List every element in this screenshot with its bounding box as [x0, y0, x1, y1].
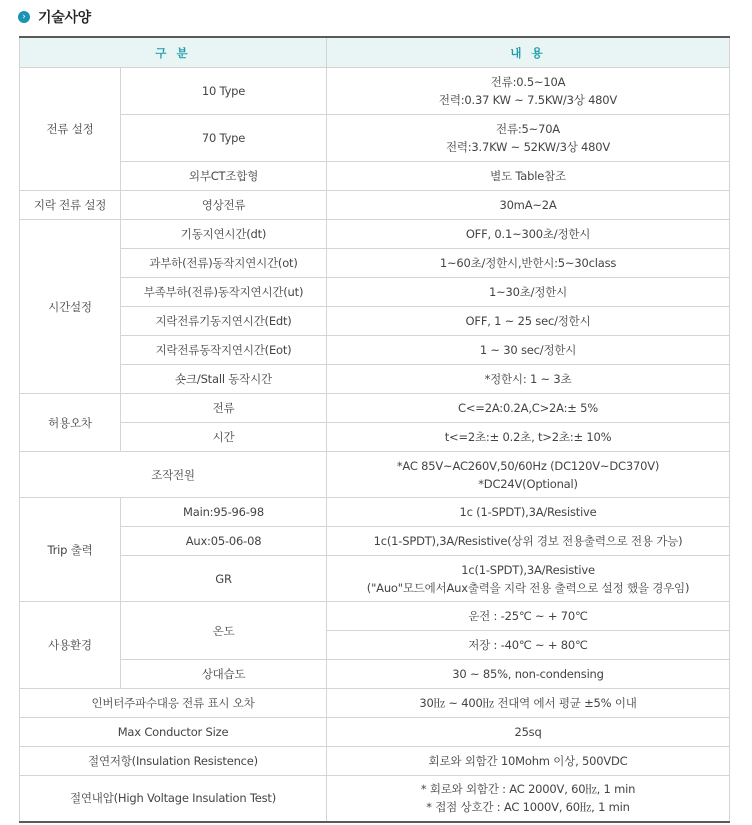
item-label: Main:95-96-98: [121, 498, 327, 527]
table-row: [20, 191, 730, 220]
header-category: 구 분: [20, 37, 327, 68]
group-label: 전류 설정: [20, 68, 121, 191]
table-row: [20, 718, 730, 747]
table-row: [20, 278, 730, 307]
table-row: [20, 527, 730, 556]
value-cell: 30mA~2A: [327, 191, 730, 220]
table-row: [20, 423, 730, 452]
item-label: 지락전류동작지연시간(Eot): [121, 336, 327, 365]
group-label: 허용오차: [20, 394, 121, 452]
value-cell: 운전 : -25℃ ~ + 70℃: [327, 602, 730, 631]
value-line: 전류:5~70A: [496, 122, 560, 136]
item-label: 절연저항(Insulation Resistence): [20, 747, 327, 776]
chevron-right-icon: ›: [18, 11, 30, 23]
item-label: 절연내압(High Voltage Insulation Test): [20, 776, 327, 822]
item-label: 조작전원: [20, 452, 327, 498]
table-row: [20, 689, 730, 718]
section-header: [18, 7, 91, 27]
table-row: [20, 776, 730, 822]
table-row: [20, 556, 730, 602]
value-cell: [327, 556, 730, 602]
value-cell: [327, 115, 730, 162]
value-cell: 1c (1-SPDT),3A/Resistive: [327, 498, 730, 527]
spec-table: [19, 36, 730, 823]
item-label: 전류: [121, 394, 327, 423]
table-row: [20, 365, 730, 394]
value-cell: C<=2A:0.2A,C>2A:± 5%: [327, 394, 730, 423]
item-label: 기동지연시간(dt): [121, 220, 327, 249]
table-row: [20, 115, 730, 162]
value-cell: 저장 : -40℃ ~ + 80℃: [327, 631, 730, 660]
value-cell: 1 ~ 30 sec/정한시: [327, 336, 730, 365]
value-line: 전류:0.5~10A: [490, 75, 566, 89]
value-line: *AC 85V~AC260V,50/60Hz (DC120V~DC370V): [396, 458, 660, 473]
item-label: 외부CT조합형: [121, 162, 327, 191]
item-label: 10 Type: [121, 68, 327, 115]
value-cell: 25sq: [327, 718, 730, 747]
item-label: 부족부하(전류)동작지연시간(ut): [121, 278, 327, 307]
group-label: 사용환경: [20, 602, 121, 689]
value-cell: [327, 68, 730, 115]
item-label: 70 Type: [121, 115, 327, 162]
item-label: 지락전류기동지연시간(Edt): [121, 307, 327, 336]
item-label: 영상전류: [121, 191, 327, 220]
table-row: [20, 220, 730, 249]
group-label: 지락 전류 설정: [20, 191, 121, 220]
value-cell: 30 ~ 85%, non-condensing: [327, 660, 730, 689]
value-line: * 접점 상호간 : AC 1000V, 60㎐, 1 min: [426, 800, 630, 815]
table-row: [20, 452, 730, 498]
value-cell: OFF, 0.1~300초/정한시: [327, 220, 730, 249]
value-cell: 1~60초/정한시,반한시:5~30class: [327, 249, 730, 278]
value-cell: [327, 452, 730, 498]
table-row: [20, 336, 730, 365]
item-label: 인버터주파수대응 전류 표시 오차: [20, 689, 327, 718]
table-row: [20, 394, 730, 423]
value-line: * 회로와 외함간 : AC 2000V, 60㎐, 1 min: [420, 782, 636, 797]
header-content: 내 용: [327, 37, 730, 68]
value-cell: 1c(1-SPDT),3A/Resistive(상위 경보 전용출력으로 전용 가능): [327, 527, 730, 556]
table-header-row: [20, 37, 730, 68]
group-label: Trip 출력: [20, 498, 121, 602]
table-row: [20, 307, 730, 336]
item-label: 시간: [121, 423, 327, 452]
value-cell: OFF, 1 ~ 25 sec/정한시: [327, 307, 730, 336]
group-label: 시간설정: [20, 220, 121, 394]
item-label: 온도: [121, 602, 327, 660]
value-cell: *정한시: 1 ~ 3초: [327, 365, 730, 394]
value-line: ("Auo"모드에서Aux출력을 지락 전용 출력으로 설정 했을 경우임): [366, 580, 690, 595]
table-row: [20, 602, 730, 631]
item-label: 과부하(전류)동작지연시간(ot): [121, 249, 327, 278]
value-line: *DC24V(Optional): [478, 476, 578, 491]
value-line: 전력:0.37 KW ~ 7.5KW/3상 480V: [438, 93, 618, 107]
value-cell: 회로와 외함간 10Mohm 이상, 500VDC: [327, 747, 730, 776]
item-label: 숏크/Stall 동작시간: [121, 365, 327, 394]
table-row: [20, 660, 730, 689]
table-row: [20, 498, 730, 527]
item-label: Max Conductor Size: [20, 718, 327, 747]
value-line: 1c(1-SPDT),3A/Resistive: [461, 562, 595, 577]
table-row: [20, 249, 730, 278]
section-title: 기술사양: [38, 10, 91, 26]
item-label: Aux:05-06-08: [121, 527, 327, 556]
value-cell: 1~30초/정한시: [327, 278, 730, 307]
table-row: [20, 747, 730, 776]
item-label: GR: [121, 556, 327, 602]
value-cell: 별도 Table참조: [327, 162, 730, 191]
item-label: 상대습도: [121, 660, 327, 689]
value-cell: 30㎐ ~ 400㎐ 전대역 에서 평균 ±5% 이내: [327, 689, 730, 718]
table-row: [20, 68, 730, 115]
table-row: [20, 162, 730, 191]
value-cell: [327, 776, 730, 822]
value-line: 전력:3.7KW ~ 52KW/3상 480V: [445, 140, 611, 154]
value-cell: t<=2초:± 0.2초, t>2초:± 10%: [327, 423, 730, 452]
